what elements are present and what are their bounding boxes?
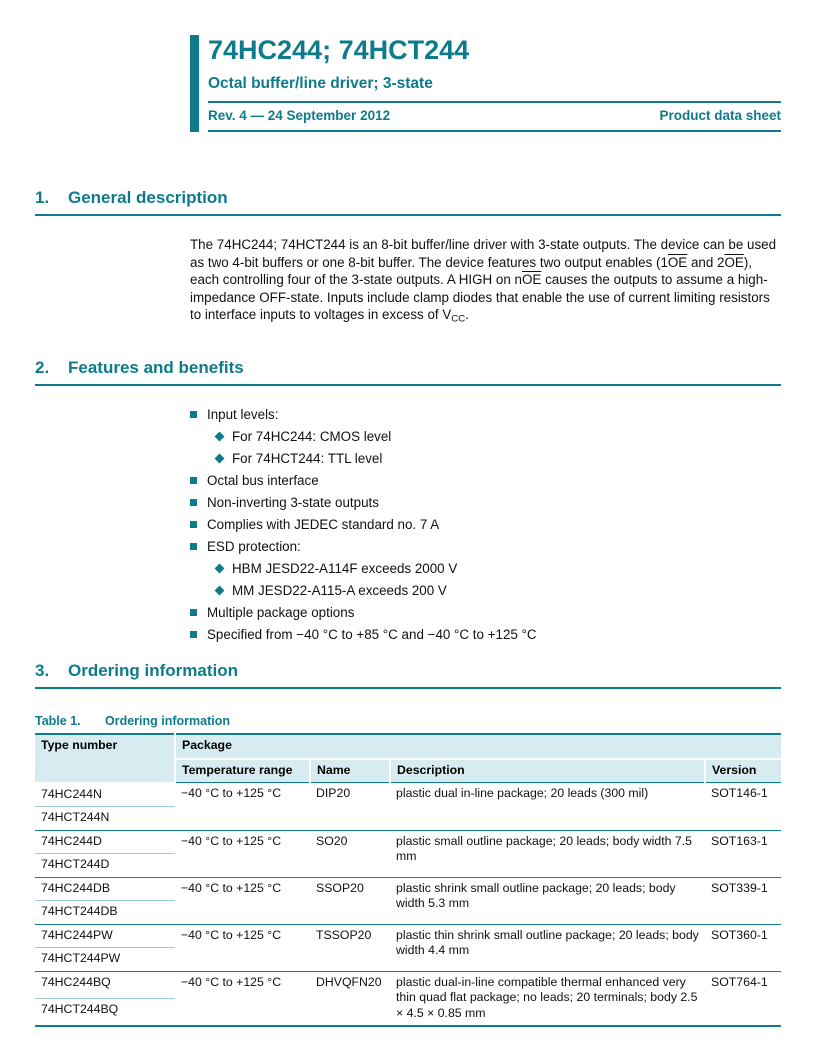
revision-row [208,103,781,132]
square-bullet-icon [190,499,197,506]
list-item [190,406,781,423]
diamond-bullet-icon [215,586,225,596]
section-features [35,358,781,386]
cell-temperature-range: −40 °C to +125 °C [175,924,310,971]
feature-label: Multiple package options [207,605,355,621]
square-bullet-icon [190,411,197,418]
section-rule [35,384,781,386]
section-ordering-information [35,661,781,689]
features-list [190,406,781,643]
feature-sublabel: HBM JESD22-A114F exceeds 2000 V [232,561,458,577]
list-subitem [215,428,781,445]
table-row [35,877,781,901]
revision-text: Rev. 4 — 24 September 2012 [208,108,391,124]
cell-temperature-range: −40 °C to +125 °C [175,830,310,877]
cell-type-number: 74HC244N [35,783,175,807]
feature-label: Input levels: [207,407,279,423]
cell-type-number: 74HCT244PW [41,951,121,966]
page-title: 74HC244; 74HCT244 [208,35,470,65]
feature-label: Specified from −40 °C to +85 °C and −40 °C to +125 °C [207,627,537,643]
cell-type-number: 74HC244DB [35,877,175,901]
section-rule [35,687,781,689]
list-subitem [215,450,781,467]
list-item [190,516,781,533]
diamond-bullet-icon [215,432,225,442]
diamond-bullet-icon [215,564,225,574]
column-header-type-number: Type number [35,734,175,783]
title-block [190,35,781,132]
list-item [190,538,781,555]
cell-version: SOT764-1 [705,971,781,1026]
cell-description: plastic shrink small outline package; 20 leads; body width 5.3 mm [390,877,705,924]
cell-type-number: 74HC244BQ [35,971,175,998]
cell-version: SOT146-1 [705,783,781,831]
feature-sublabel: MM JESD22-A115-A exceeds 200 V [232,583,447,599]
feature-sublabel: For 74HCT244: TTL level [232,451,383,467]
square-bullet-icon [190,477,197,484]
column-header-version: Version [705,759,781,783]
column-header-description: Description [390,759,705,783]
column-header-name: Name [310,759,390,783]
cell-version: SOT339-1 [705,877,781,924]
column-header-package: Package [175,734,781,759]
cell-temperature-range: −40 °C to +125 °C [175,783,310,831]
doc-subtitle: Octal buffer/line driver; 3-state [208,75,781,103]
table-row [35,783,781,807]
cell-package-name: SO20 [310,830,390,877]
cell-type-number: 74HCT244N [41,810,110,825]
square-bullet-icon [190,543,197,550]
cell-package-name: TSSOP20 [310,924,390,971]
list-item [190,494,781,511]
cell-package-name: DIP20 [310,783,390,831]
feature-label: Complies with JEDEC standard no. 7 A [207,517,440,533]
section-title: Features and benefits [68,358,244,378]
cell-type-number: 74HC244D [35,830,175,854]
section-number: 1. [35,188,50,208]
column-header-temperature-range: Temperature range [175,759,310,783]
list-subitem [215,560,781,577]
list-item [190,472,781,489]
section-number: 2. [35,358,50,378]
cell-version: SOT163-1 [705,830,781,877]
square-bullet-icon [190,609,197,616]
cell-package-name: SSOP20 [310,877,390,924]
feature-label: ESD protection: [207,539,301,555]
general-description-paragraph: The 74HC244; 74HCT244 is an 8-bit buffer/line driver with 3-state outputs. The device can be used as two 4-bit buffers or one 8-bit buffer. The device features two output enables ($1\overline{OE}$ and $2\overline{OE}$), each controlling four of the 3-state outputs. A HIGH on $n\overline{OE}$ causes the outputs to assume a high-impedance OFF-state. Inputs include clamp diodes that enable the use of current limiting resistors to interface inputs to voltages in excess of $V_{CC}$. [190,237,777,325]
list-item [190,604,781,621]
cell-temperature-range: −40 °C to +125 °C [175,971,310,1026]
table-caption-label: Table 1. [35,714,81,729]
cell-description: plastic dual in-line package; 20 leads (300 mil) [390,783,705,831]
square-bullet-icon [190,521,197,528]
cell-type-number: 74HCT244D [41,857,110,872]
diamond-bullet-icon [215,454,225,464]
cell-version: SOT360-1 [705,924,781,971]
section-number: 3. [35,661,50,681]
list-item [190,626,781,643]
table-row [35,971,781,998]
doc-type-label: Product data sheet [659,108,781,124]
cell-package-name: DHVQFN20 [310,971,390,1026]
ordering-information-table [35,733,781,1027]
section-title: General description [68,188,228,208]
cell-description: plastic thin shrink small outline package; 20 leads; body width 4.4 mm [390,924,705,971]
feature-sublabel: For 74HC244: CMOS level [232,429,392,445]
cell-temperature-range: −40 °C to +125 °C [175,877,310,924]
section-heading [35,358,781,378]
square-bullet-icon [190,631,197,638]
section-rule [35,214,781,216]
section-title: Ordering information [68,661,238,681]
section-heading [35,661,781,681]
cell-type-number: 74HCT244DB [41,904,118,919]
cell-description: plastic small outline package; 20 leads; body width 7.5 mm [390,830,705,877]
table-caption [35,714,781,728]
table-header [35,734,781,783]
table-caption-title: Ordering information [105,714,230,729]
feature-label: Octal bus interface [207,473,319,489]
feature-label: Non-inverting 3-state outputs [207,495,379,511]
cell-description: plastic dual-in-line compatible thermal enhanced very thin quad flat package; no leads; 20 terminals; body 2.5 × 4.5 × 0.85 mm [390,971,705,1026]
section-general-description [35,188,781,216]
cell-type-number: 74HCT244BQ [35,999,175,1027]
cell-type-number: 74HC244PW [35,924,175,948]
list-subitem [215,582,781,599]
table-row [35,924,781,948]
table-row [35,830,781,854]
section-heading [35,188,781,208]
